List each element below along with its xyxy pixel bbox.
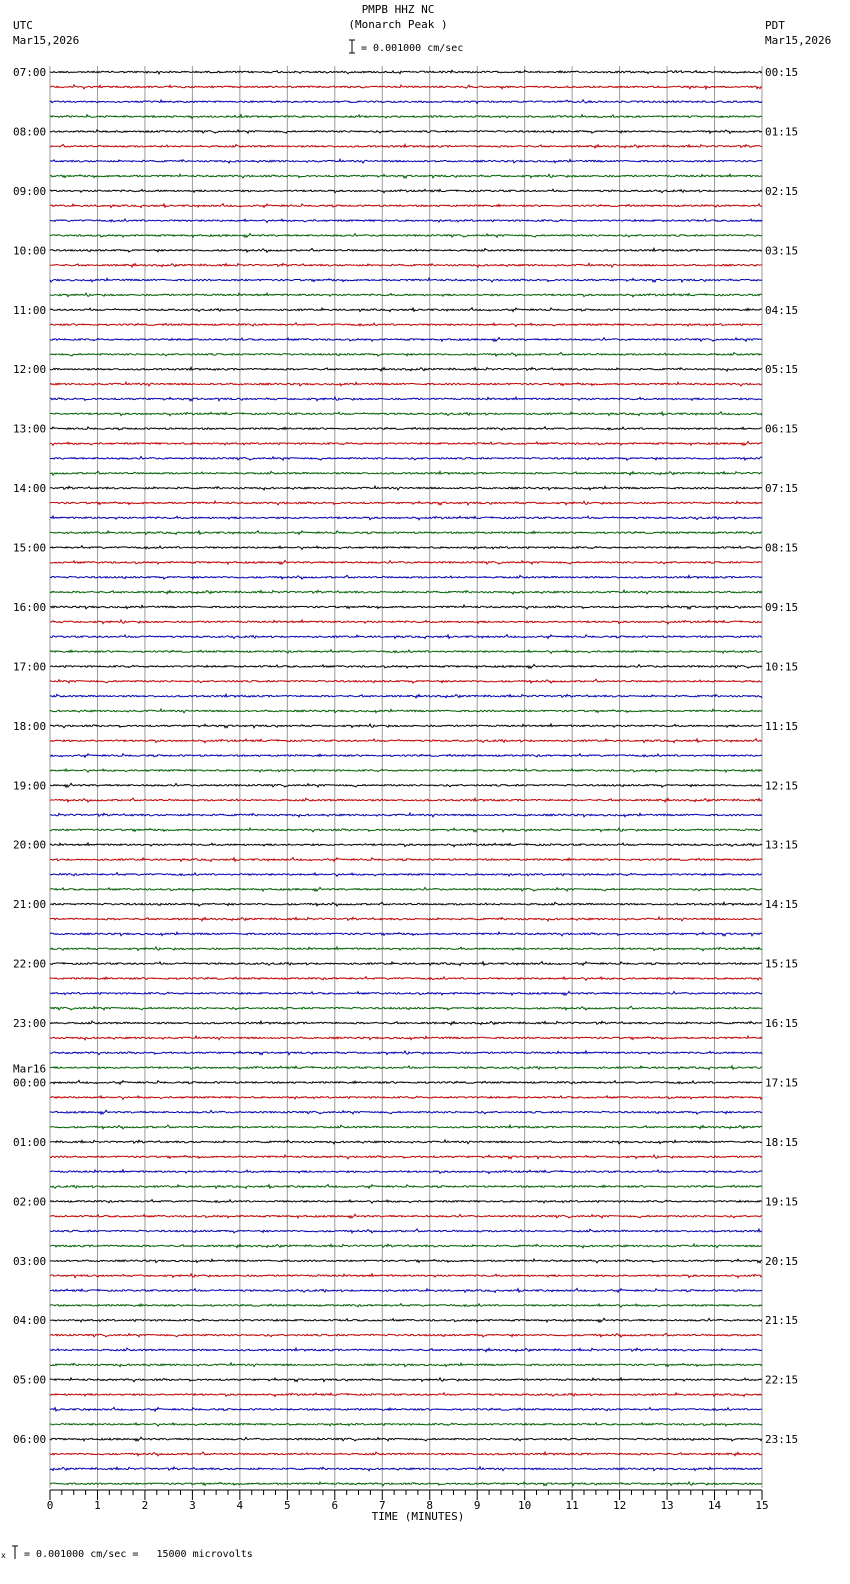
trace-line <box>50 130 762 133</box>
trace-line <box>50 501 762 505</box>
trace-line <box>50 1318 762 1322</box>
trace-line <box>50 873 762 877</box>
trace-line <box>50 1363 762 1367</box>
trace-line <box>50 694 762 698</box>
trace-line <box>50 1125 762 1129</box>
pdt-hour-label: 11:15 <box>765 719 799 733</box>
utc-hour-label: 12:00 <box>13 363 47 377</box>
utc-hour-label: 06:00 <box>13 1433 47 1447</box>
trace-line <box>50 917 762 921</box>
trace-line <box>50 1274 762 1278</box>
pdt-hour-label: 04:15 <box>765 303 799 317</box>
x-tick-label: 15 <box>755 1499 769 1512</box>
trace-line <box>50 1407 762 1411</box>
trace-line <box>50 382 762 386</box>
pdt-hour-label: 09:15 <box>765 600 799 614</box>
pdt-hour-label: 23:15 <box>765 1433 799 1447</box>
trace-line <box>50 754 762 758</box>
trace-line <box>50 783 762 787</box>
pdt-hour-label: 21:15 <box>765 1314 799 1328</box>
pdt-hour-label: 13:15 <box>765 838 799 852</box>
trace-line <box>50 1333 762 1337</box>
utc-hour-label: 20:00 <box>13 838 47 852</box>
trace-line <box>50 858 762 862</box>
trace-line <box>50 1229 762 1233</box>
x-tick-label: 4 <box>236 1499 244 1512</box>
trace-line <box>50 977 762 981</box>
trace-line <box>50 1096 762 1099</box>
utc-hour-label: 11:00 <box>13 303 47 317</box>
utc-hour-label: 18:00 <box>13 719 47 733</box>
trace-line <box>50 635 762 639</box>
trace-line <box>50 575 762 579</box>
trace-line <box>50 798 762 802</box>
right-date: Mar15,2026 <box>765 34 832 47</box>
utc-hour-label: 14:00 <box>13 482 47 496</box>
trace-line <box>50 724 762 728</box>
utc-hour-label: 08:00 <box>13 125 47 139</box>
pdt-hour-label: 07:15 <box>765 482 799 496</box>
scale-label: = 0.001000 cm/sec <box>361 43 464 54</box>
trace-line <box>50 1155 762 1159</box>
trace-line <box>50 1244 762 1248</box>
right-timezone: PDT <box>765 19 785 32</box>
x-tick-label: 2 <box>141 1499 149 1512</box>
utc-hour-label: 02:00 <box>13 1195 47 1209</box>
utc-hour-label: 17:00 <box>13 660 47 674</box>
utc-hour-label: 10:00 <box>13 244 47 258</box>
x-tick-label: 14 <box>707 1499 722 1512</box>
trace-line <box>50 278 762 282</box>
pdt-hour-label: 19:15 <box>765 1195 799 1209</box>
trace-line <box>50 887 762 891</box>
trace-line <box>50 204 762 208</box>
trace-line <box>50 159 762 163</box>
pdt-hour-label: 02:15 <box>765 184 799 198</box>
x-tick-label: 13 <box>660 1499 674 1512</box>
trace-line <box>50 1482 762 1486</box>
trace-line <box>50 1036 762 1040</box>
trace-line <box>50 947 762 951</box>
trace-line <box>50 590 762 594</box>
x-tick-label: 9 <box>473 1499 481 1512</box>
trace-line <box>50 531 762 535</box>
left-timezone: UTC <box>13 19 33 32</box>
trace-line <box>50 174 762 178</box>
trace-line <box>50 457 762 461</box>
utc-hour-label: 23:00 <box>13 1017 47 1031</box>
trace-line <box>50 219 762 223</box>
trace-line <box>50 412 762 416</box>
x-axis-label: TIME (MINUTES) <box>371 1510 465 1523</box>
x-tick-label: 1 <box>94 1499 101 1512</box>
trace-line <box>50 1200 762 1204</box>
trace-line <box>50 100 762 104</box>
trace-line <box>50 1289 762 1293</box>
utc-hour-label: 00:00 <box>13 1076 47 1090</box>
trace-line <box>50 442 762 446</box>
left-date: Mar15,2026 <box>13 34 80 47</box>
utc-hour-label: 13:00 <box>13 422 47 436</box>
utc-date-change-label: Mar16 <box>13 1062 47 1076</box>
footer-scale-text: = 0.001000 cm/sec = 15000 microvolts <box>24 1549 253 1560</box>
trace-line <box>50 1185 762 1189</box>
x-tick-label: 0 <box>46 1499 54 1512</box>
utc-hour-label: 07:00 <box>13 66 47 79</box>
pdt-hour-label: 03:15 <box>765 244 799 258</box>
trace-line <box>50 620 762 624</box>
pdt-hour-label: 15:15 <box>765 957 799 971</box>
trace-line <box>50 397 762 401</box>
trace-line <box>50 813 762 817</box>
trace-line <box>50 962 762 966</box>
trace-line <box>50 546 762 550</box>
trace-line <box>50 234 762 238</box>
trace-line <box>50 367 762 371</box>
trace-line <box>50 679 762 683</box>
utc-hour-label: 03:00 <box>13 1254 47 1268</box>
trace-line <box>50 486 762 490</box>
trace-line <box>50 1140 762 1144</box>
trace-line <box>50 828 762 832</box>
x-tick-label: 10 <box>518 1499 532 1512</box>
trace-line <box>50 1081 762 1085</box>
footer-scale-prefix: x <box>1 1551 6 1560</box>
x-tick-label: 8 <box>426 1499 434 1512</box>
trace-line <box>50 516 762 520</box>
utc-hour-label: 05:00 <box>13 1373 47 1387</box>
pdt-hour-label: 20:15 <box>765 1254 799 1268</box>
trace-line <box>50 427 762 430</box>
trace-line <box>50 1423 762 1426</box>
x-tick-label: 6 <box>331 1499 339 1512</box>
x-tick-label: 12 <box>612 1499 627 1512</box>
trace-line <box>50 1467 762 1471</box>
trace-line <box>50 144 762 148</box>
trace-line <box>50 664 762 668</box>
trace-line <box>50 263 762 267</box>
station-title: PMPB HHZ NC <box>361 3 435 16</box>
trace-line <box>50 1214 762 1218</box>
trace-line <box>50 1452 762 1456</box>
trace-line <box>50 1304 762 1308</box>
trace-line <box>50 1170 762 1174</box>
trace-line <box>50 323 762 327</box>
trace-line <box>50 560 762 564</box>
trace-line <box>50 338 762 342</box>
pdt-hour-label: 06:15 <box>765 422 799 436</box>
trace-line <box>50 1348 762 1352</box>
trace-line <box>50 932 762 936</box>
trace-line <box>50 709 762 713</box>
trace-line <box>50 1110 762 1114</box>
x-tick-label: 11 <box>565 1499 579 1512</box>
trace-line <box>50 605 762 609</box>
trace-line <box>50 991 762 995</box>
utc-hour-label: 09:00 <box>13 184 47 198</box>
trace-line <box>50 1437 762 1441</box>
pdt-hour-label: 05:15 <box>765 363 799 377</box>
x-tick-label: 3 <box>189 1499 196 1512</box>
trace-line <box>50 189 762 193</box>
site-subtitle: (Monarch Peak ) <box>348 18 448 31</box>
trace-line <box>50 115 762 119</box>
trace-line <box>50 1393 762 1397</box>
pdt-hour-label: 08:15 <box>765 541 799 555</box>
pdt-hour-label: 00:15 <box>765 66 799 79</box>
trace-line <box>50 769 762 772</box>
trace-line <box>50 293 762 297</box>
trace-line <box>50 70 762 74</box>
trace-line <box>50 471 762 475</box>
trace-line <box>50 843 762 847</box>
pdt-hour-label: 17:15 <box>765 1076 799 1090</box>
trace-line <box>50 650 762 654</box>
utc-hour-label: 04:00 <box>13 1314 47 1328</box>
trace-line <box>50 85 762 89</box>
pdt-hour-label: 10:15 <box>765 660 799 674</box>
pdt-hour-label: 18:15 <box>765 1135 799 1149</box>
utc-hour-label: 22:00 <box>13 957 47 971</box>
trace-line <box>50 1066 762 1070</box>
trace-line <box>50 902 762 906</box>
x-tick-label: 7 <box>378 1499 386 1512</box>
pdt-hour-label: 14:15 <box>765 898 799 912</box>
pdt-hour-label: 12:15 <box>765 779 799 793</box>
utc-hour-label: 16:00 <box>13 600 47 614</box>
pdt-hour-label: 16:15 <box>765 1017 799 1031</box>
utc-hour-label: 19:00 <box>13 779 47 793</box>
trace-line <box>50 308 762 312</box>
trace-line <box>50 1378 762 1382</box>
pdt-hour-label: 01:15 <box>765 125 799 139</box>
trace-line <box>50 1006 762 1010</box>
trace-line <box>50 1259 762 1263</box>
utc-hour-label: 21:00 <box>13 898 47 912</box>
x-tick-label: 5 <box>284 1499 291 1512</box>
trace-line <box>50 352 762 356</box>
trace-line <box>50 1021 762 1025</box>
utc-hour-label: 15:00 <box>13 541 47 555</box>
trace-line <box>50 739 762 743</box>
trace-line <box>50 248 762 252</box>
utc-hour-label: 01:00 <box>13 1135 47 1149</box>
trace-line <box>50 1051 762 1055</box>
pdt-hour-label: 22:15 <box>765 1373 799 1387</box>
